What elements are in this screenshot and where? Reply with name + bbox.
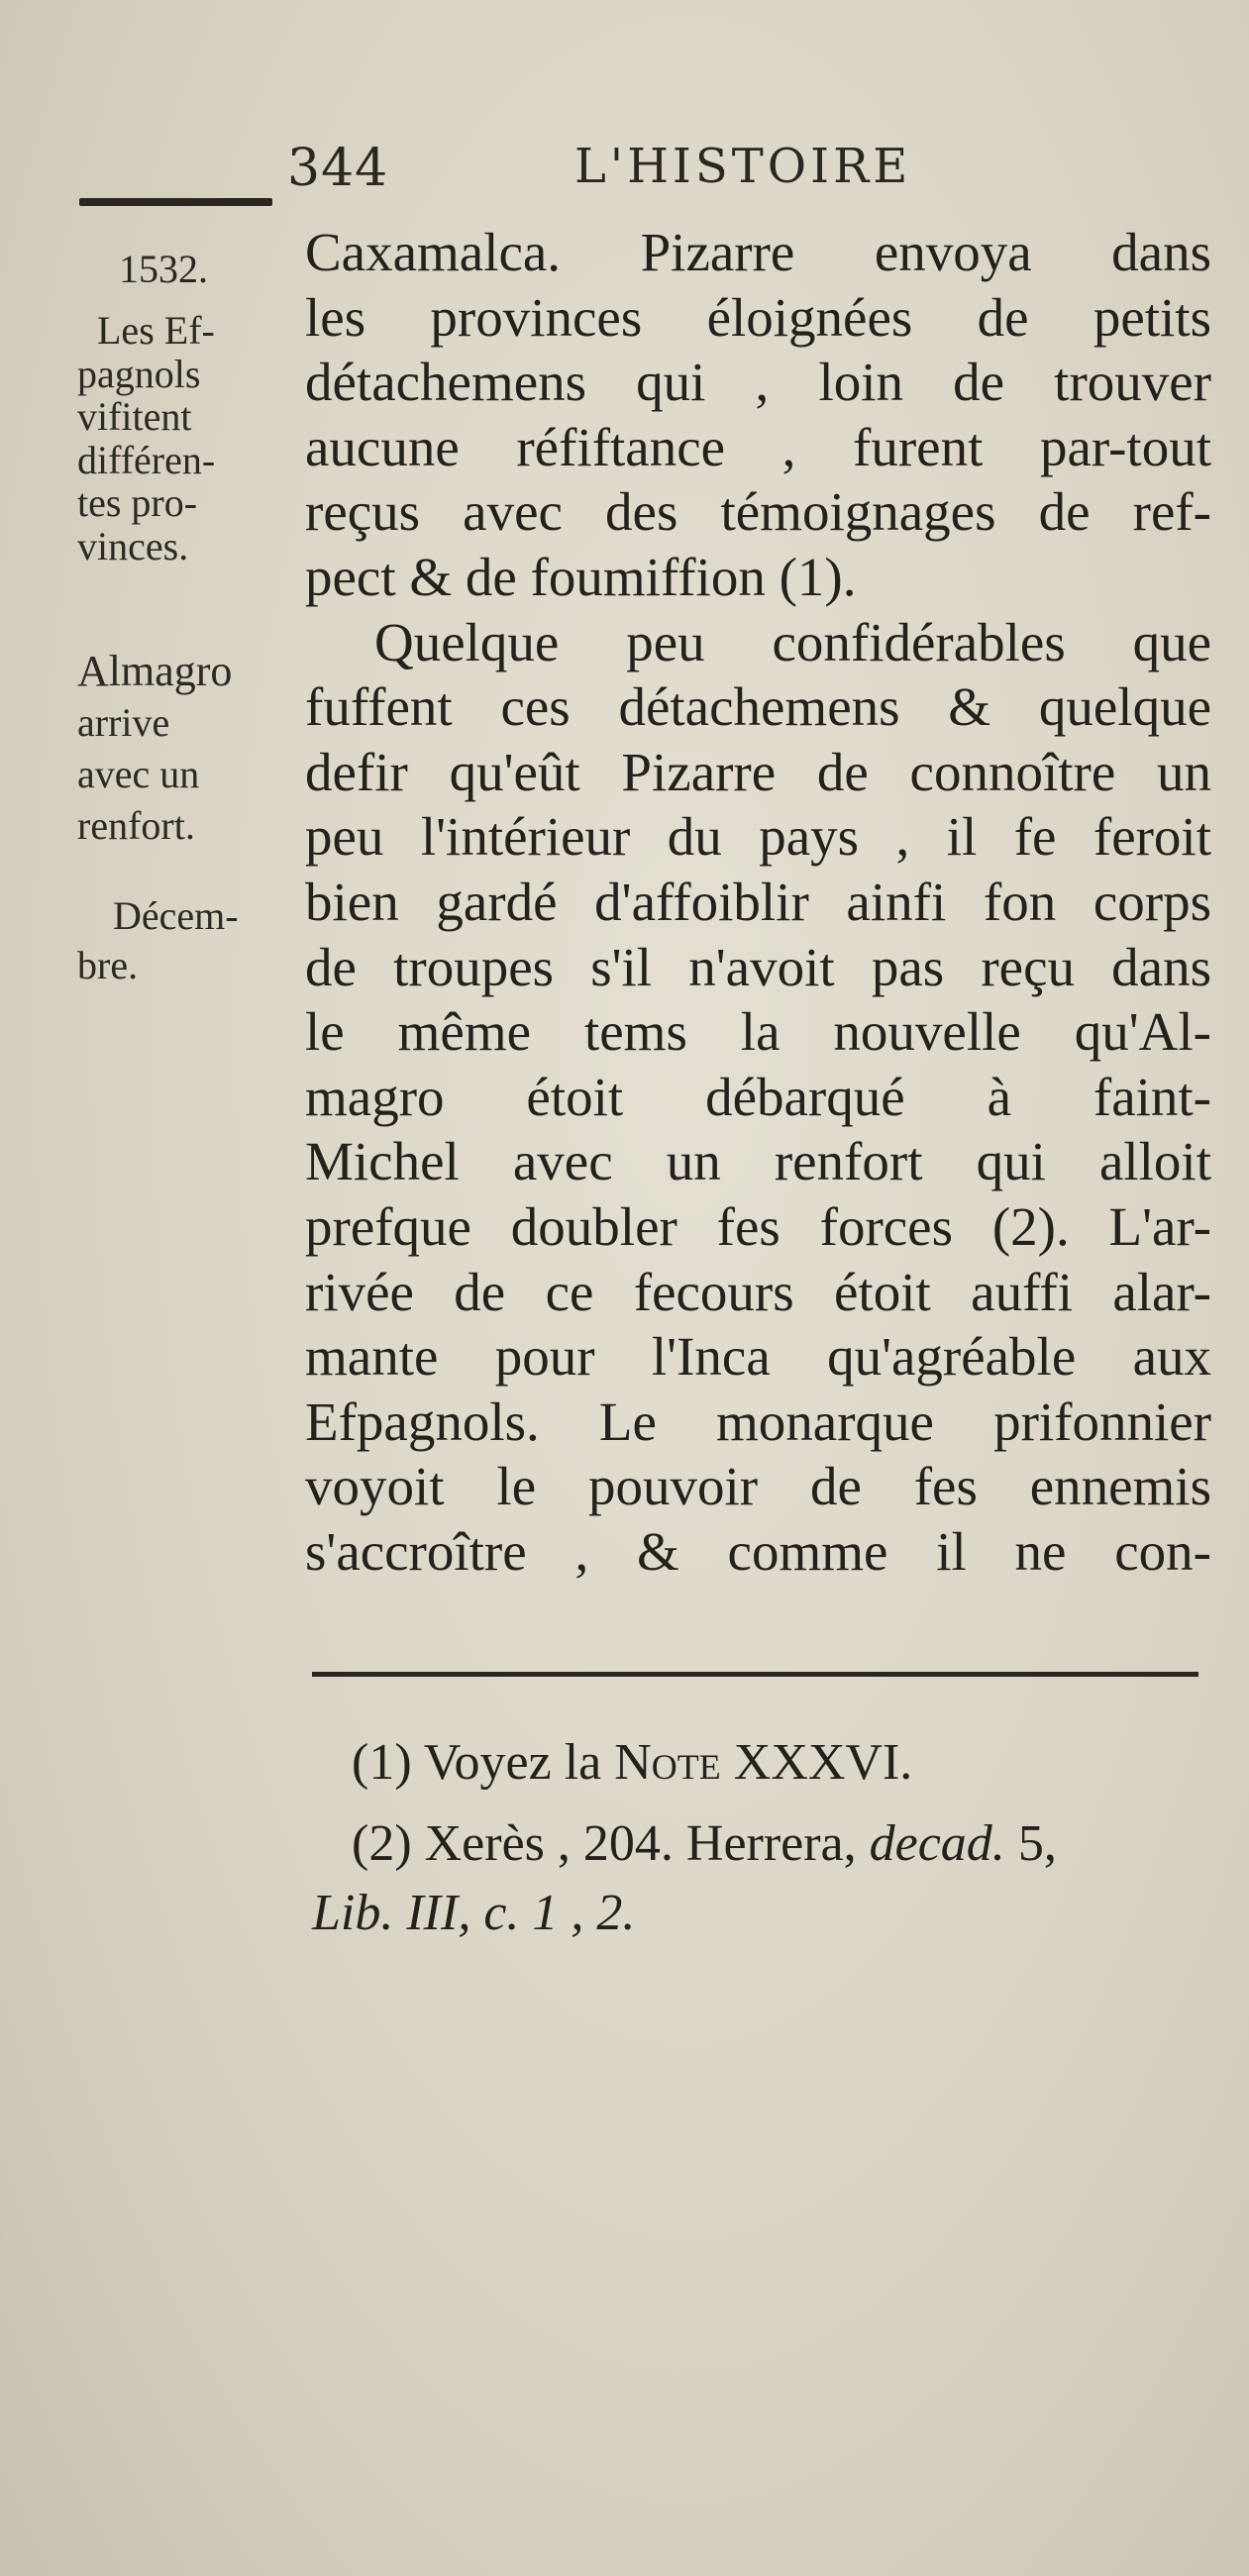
body-line: Michel avec un renfort qui alloit xyxy=(305,1131,1211,1192)
body-line: les provinces éloignées de petits xyxy=(305,286,1211,348)
body-line: rivée de ce fecours étoit auffi alar- xyxy=(305,1261,1211,1322)
body-line: aucune réfiftance , furent par-tout xyxy=(305,416,1211,477)
margin-note-spaniards-visit xyxy=(77,309,300,567)
margin-line: Décem- xyxy=(113,893,239,938)
footnote-1-note-ref: Note XXXVI. xyxy=(614,1734,913,1791)
header-rule xyxy=(79,198,272,206)
footnote-2-num: 5, xyxy=(1004,1815,1057,1872)
body-line: s'accroître , & comme il ne con- xyxy=(305,1520,1211,1582)
margin-line: vinces. xyxy=(77,523,189,568)
page-header xyxy=(79,139,1208,208)
margin-line: tes pro- xyxy=(77,480,198,525)
footnote-2-rest: , c. 1 , 2. xyxy=(458,1885,636,1941)
footnote-2-prefix: (2) Xerès , 204. Herrera, xyxy=(352,1815,870,1872)
body-line: magro étoit débarqué à faint- xyxy=(305,1066,1211,1127)
body-line: Quelque peu confidérables que xyxy=(374,611,1211,672)
footnote-2-lib: Lib. III xyxy=(312,1885,459,1941)
body-line: le même tems la nouvelle qu'Al- xyxy=(305,1001,1211,1063)
footnote-rule xyxy=(312,1672,1198,1677)
margin-note-almagro-arrives xyxy=(77,646,300,852)
body-line: de troupes s'il n'avoit pas reçu dans xyxy=(305,936,1211,997)
margin-line: vifitent xyxy=(77,394,192,439)
footnote-2 xyxy=(352,1809,1223,1879)
margin-note-december xyxy=(77,891,300,990)
body-line: reçus avec des témoignages de ref- xyxy=(305,481,1211,543)
margin-line: bre. xyxy=(77,943,139,987)
body-line: Efpagnols. Le monarque prifonnier xyxy=(305,1391,1211,1452)
margin-line: avec un xyxy=(77,752,200,796)
body-line: defir qu'eût Pizarre de connoître un xyxy=(305,741,1211,802)
footnote-1-prefix: (1) Voyez la xyxy=(352,1734,615,1791)
body-line: détachemens qui , loin de trouver xyxy=(305,352,1211,413)
body-line: pect & de foumiffion (1). xyxy=(305,546,857,607)
margin-line: Almagro xyxy=(77,647,233,695)
body-line: peu l'intérieur du pays , il fe feroit xyxy=(305,806,1211,868)
margin-line: renfort. xyxy=(77,803,195,848)
margin-line: Les Ef- xyxy=(97,308,215,353)
body-line: prefque doubler fes forces (2). L'ar- xyxy=(305,1195,1211,1257)
body-text xyxy=(305,220,1211,1584)
margin-line: arrive xyxy=(77,700,170,745)
body-line: bien gardé d'affoiblir ainfi fon corps xyxy=(305,871,1211,932)
footnote-2-continuation xyxy=(312,1879,1223,1948)
footnote-1 xyxy=(352,1728,1223,1798)
body-line: fuffent ces détachemens & quelque xyxy=(305,676,1211,738)
footnotes xyxy=(312,1728,1223,1948)
footnote-2-decad: decad. xyxy=(869,1815,1005,1872)
body-line: Caxamalca. Pizarre envoya dans xyxy=(305,222,1211,282)
body-line: voyoit le pouvoir de fes ennemis xyxy=(305,1456,1211,1517)
margin-year: 1532. xyxy=(119,247,208,291)
page-number: 344 xyxy=(287,139,389,198)
running-title: L'HISTOIRE xyxy=(574,139,912,194)
margin-line: pagnols xyxy=(77,351,201,396)
margin-line: différen- xyxy=(77,437,216,482)
body-line: mante pour l'Inca qu'agréable aux xyxy=(305,1326,1211,1388)
